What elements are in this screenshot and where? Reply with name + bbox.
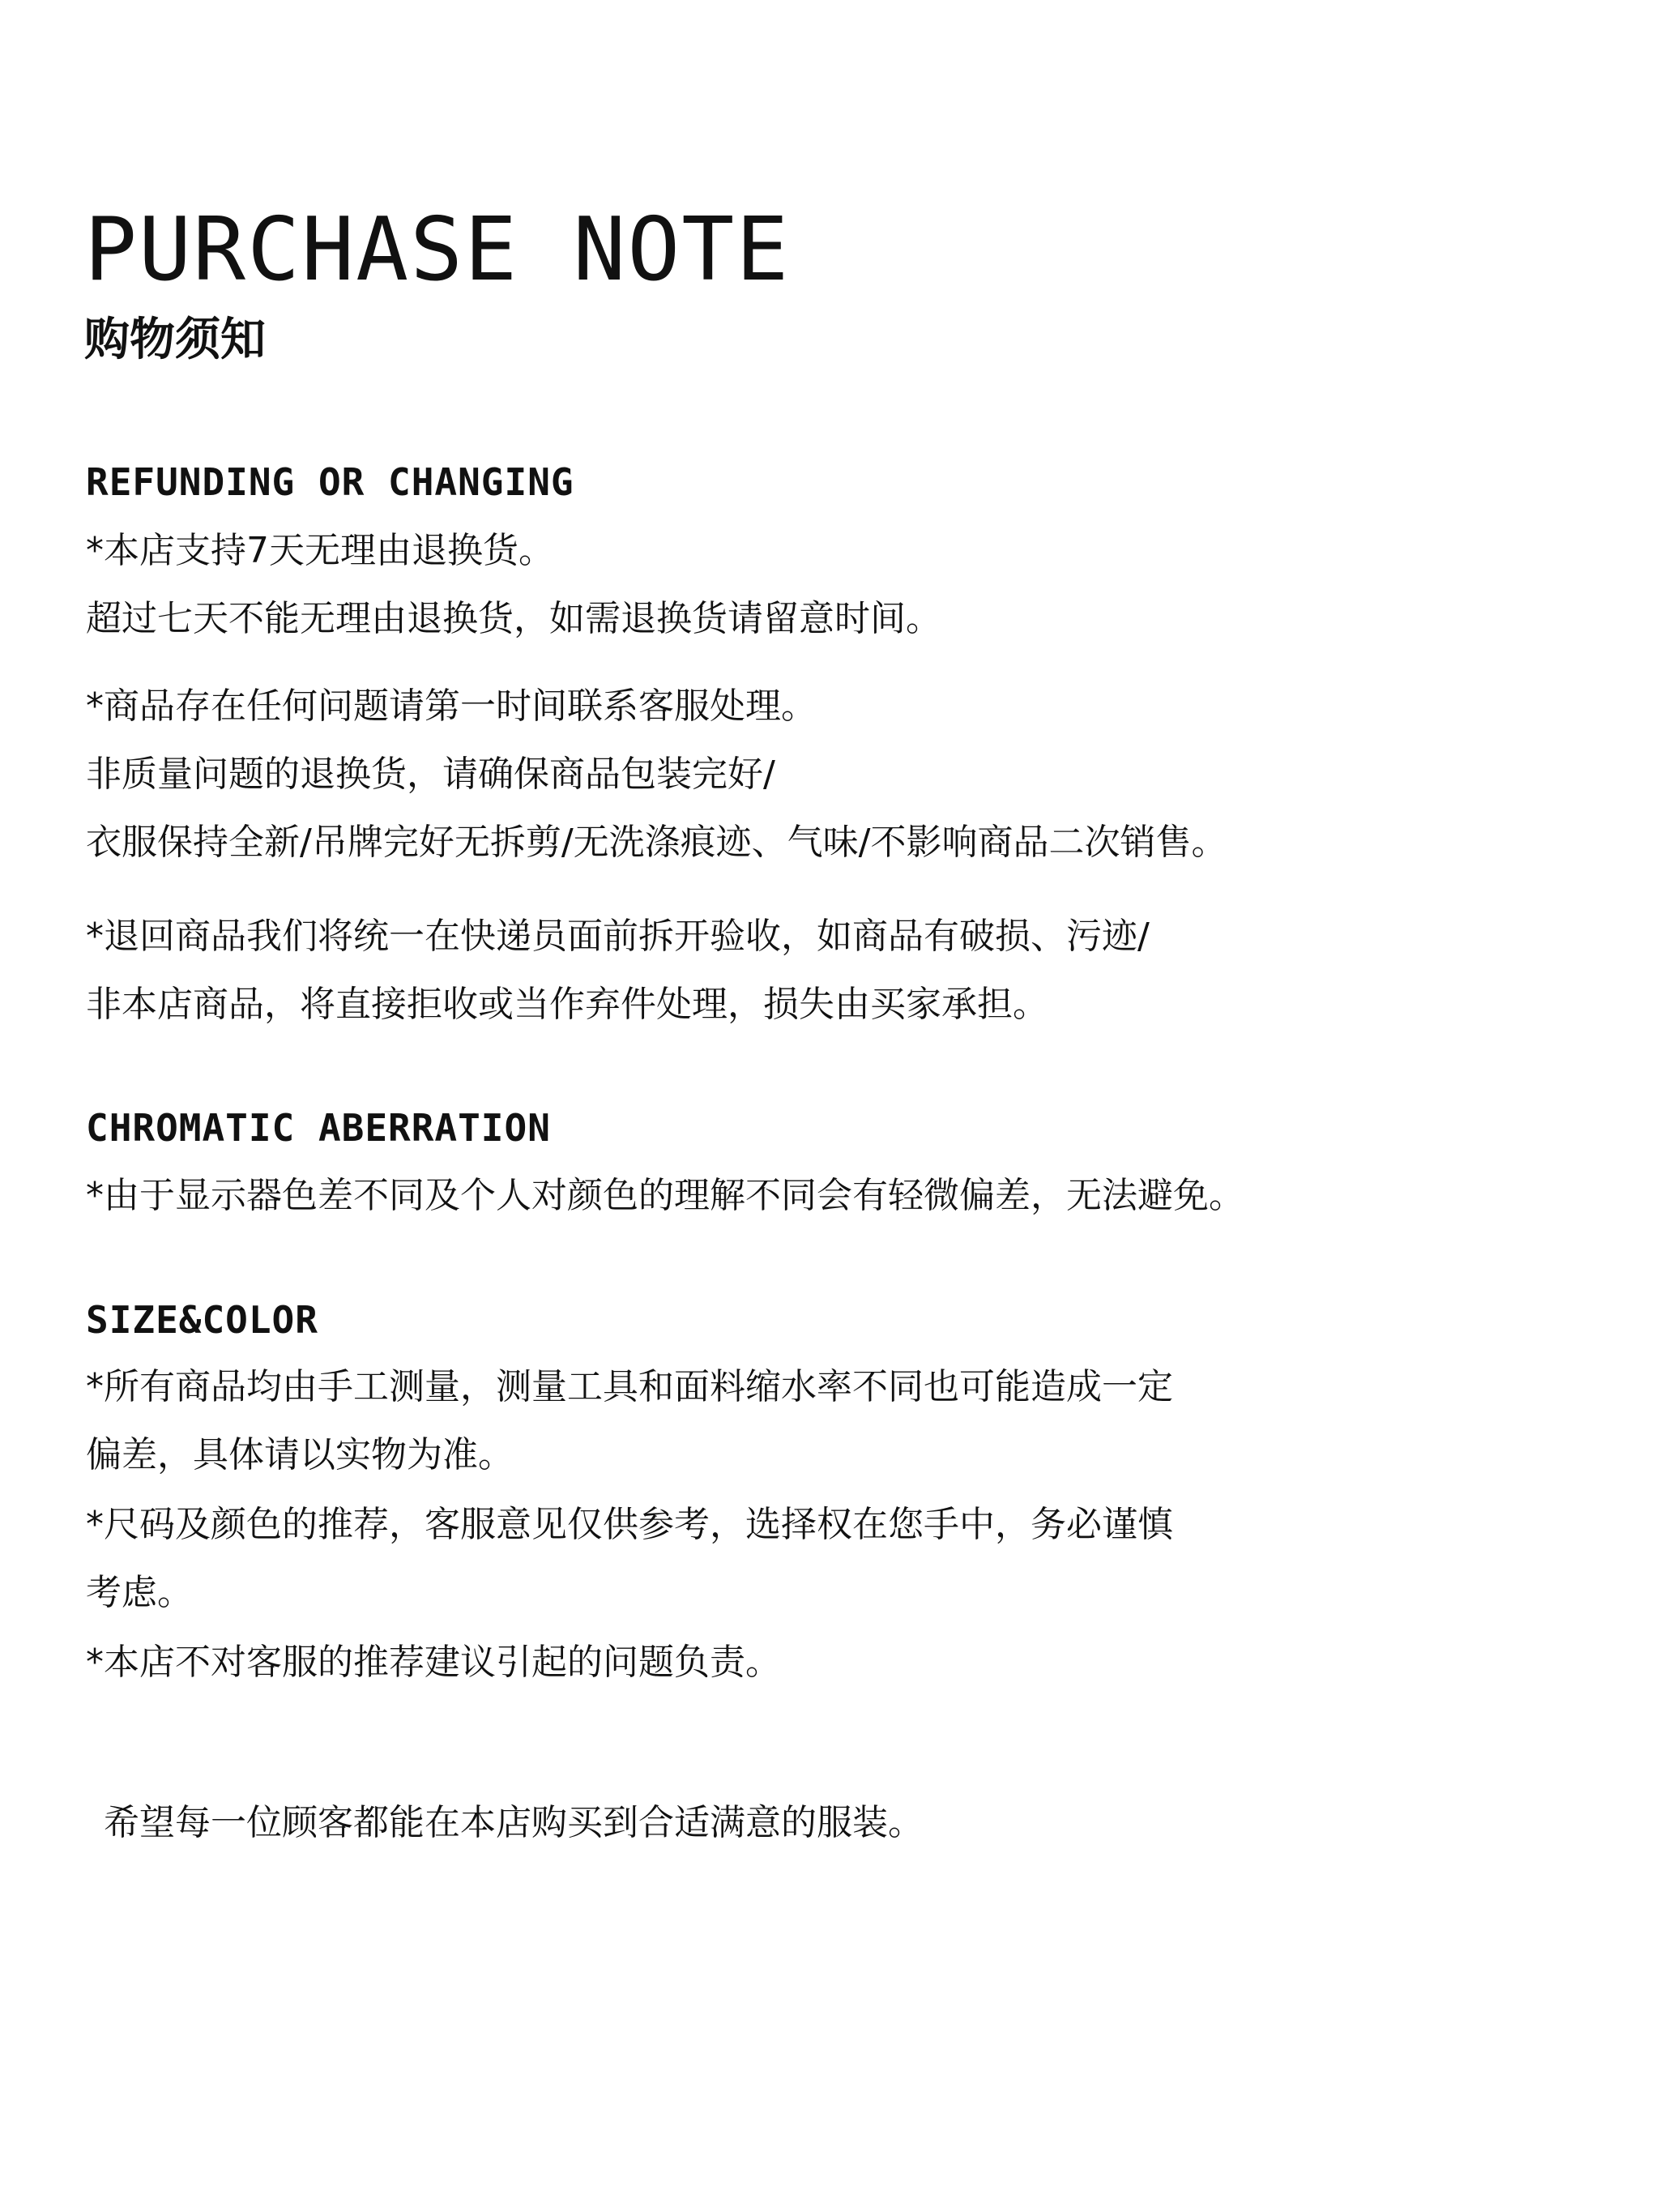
refund-line: 非质量问题的退换货，请确保商品包装完好/ bbox=[86, 754, 775, 795]
size-color-line: *尺码及颜色的推荐，客服意见仅供参考，选择权在您手中，务必谨慎 bbox=[86, 1504, 1173, 1545]
size-color-line: 偏差，具体请以实物为准。 bbox=[86, 1434, 514, 1475]
refund-line: 超过七天不能无理由退换货，如需退换货请留意时间。 bbox=[86, 598, 941, 639]
size-color-line: *本店不对客服的推荐建议引起的问题负责。 bbox=[86, 1642, 781, 1683]
page-subtitle: 购物须知 bbox=[84, 314, 266, 366]
refund-line: 衣服保持全新/吊牌完好无拆剪/无洗涤痕迹、气味/不影响商品二次销售。 bbox=[86, 822, 1227, 863]
size-color-heading: SIZE&COLOR bbox=[86, 1298, 318, 1342]
refund-line: 非本店商品，将直接拒收或当作弃件处理，损失由买家承担。 bbox=[86, 984, 1048, 1025]
refund-line: *本店支持7天无理由退换货。 bbox=[86, 530, 554, 571]
chromatic-heading: CHROMATIC ABERRATION bbox=[86, 1106, 551, 1150]
size-color-line: *所有商品均由手工测量，测量工具和面料缩水率不同也可能造成一定 bbox=[86, 1366, 1173, 1407]
chromatic-line: *由于显示器色差不同及个人对颜色的理解不同会有轻微偏差，无法避免。 bbox=[86, 1175, 1244, 1216]
page-title: PURCHASE NOTE bbox=[84, 199, 791, 301]
closing-message: 希望每一位顾客都能在本店购买到合适满意的服装。 bbox=[104, 1802, 924, 1843]
refund-line: *商品存在任何问题请第一时间联系客服处理。 bbox=[86, 685, 817, 727]
size-color-line: 考虑。 bbox=[86, 1572, 193, 1613]
refund-line: *退回商品我们将统一在快递员面前拆开验收，如商品有破损、污迹/ bbox=[86, 916, 1150, 957]
refund-heading: REFUNDING OR CHANGING bbox=[86, 460, 574, 504]
